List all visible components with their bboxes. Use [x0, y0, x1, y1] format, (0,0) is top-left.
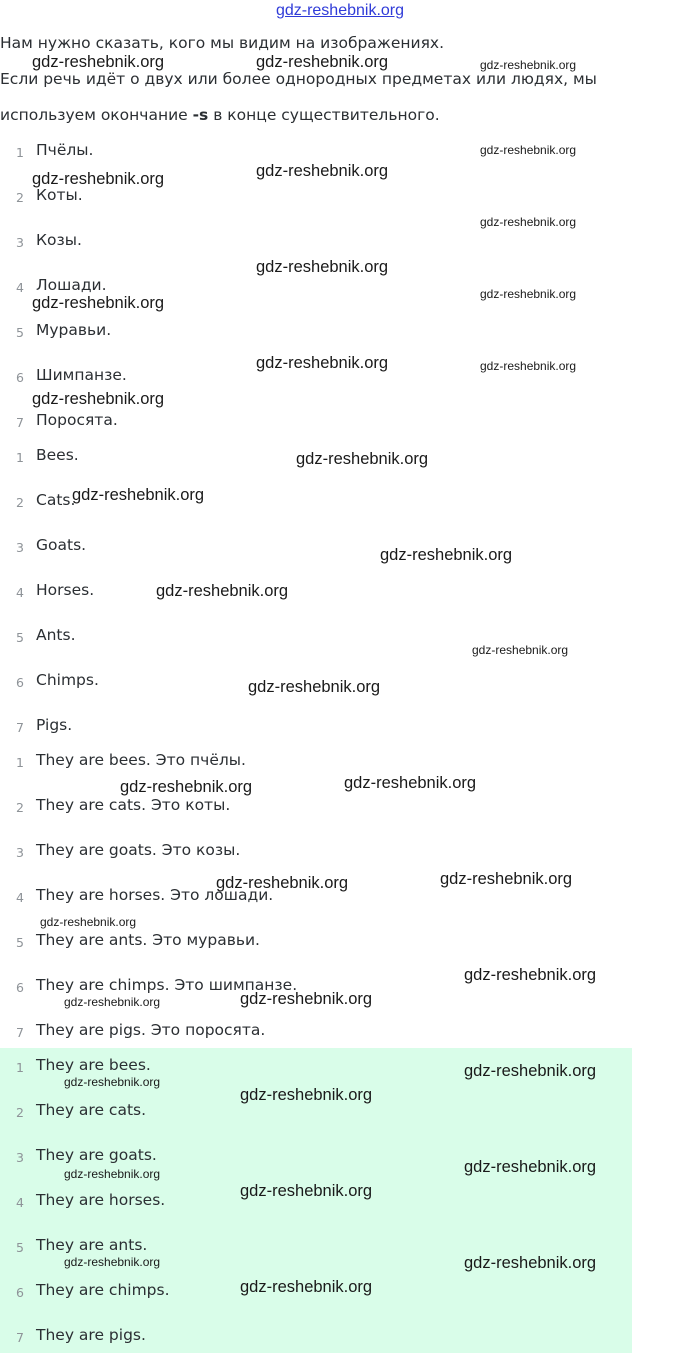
watermark: gdz-reshebnik.org — [156, 582, 289, 600]
watermark: gdz-reshebnik.org — [464, 1062, 597, 1080]
watermark: gdz-reshebnik.org — [480, 287, 577, 301]
item-text: Pigs. — [36, 716, 73, 734]
item-text: They are pigs. Это поросята. — [36, 1021, 266, 1039]
watermark: gdz-reshebnik.org — [256, 162, 389, 180]
item-number: 5 — [16, 325, 24, 340]
item-number: 6 — [16, 1285, 24, 1300]
intro-line-3-end: в конце существительного. — [208, 106, 440, 124]
item-text: Goats. — [36, 536, 87, 554]
sentences-translated-item — [0, 796, 640, 820]
sentences-translated-item — [0, 751, 640, 775]
watermark: gdz-reshebnik.org — [64, 995, 161, 1009]
item-number: 5 — [16, 630, 24, 645]
item-text: They are ants. — [36, 1236, 148, 1254]
intro-line-3 — [0, 106, 440, 124]
item-number: 3 — [16, 540, 24, 555]
watermark: gdz-reshebnik.org — [240, 1086, 373, 1104]
item-text: They are goats. — [36, 1146, 157, 1164]
item-text: They are ants. Это муравьи. — [36, 931, 260, 949]
item-number: 4 — [16, 1195, 24, 1210]
item-text: Horses. — [36, 581, 95, 599]
intro-line-2: Если речь идёт о двух или более однородных предметах или людях, мы — [0, 70, 597, 88]
answers-item — [0, 1326, 640, 1350]
item-number: 1 — [16, 755, 24, 770]
item-number: 6 — [16, 675, 24, 690]
item-number: 7 — [16, 1330, 24, 1345]
intro-line-1: Нам нужно сказать, кого мы видим на изображениях. — [0, 34, 444, 52]
watermark: gdz-reshebnik.org — [480, 215, 577, 229]
russian-item — [0, 321, 640, 345]
watermark: gdz-reshebnik.org — [472, 643, 569, 657]
item-number: 7 — [16, 415, 24, 430]
ending-s: -s — [192, 106, 209, 124]
item-number: 4 — [16, 280, 24, 295]
item-text: They are cats. — [36, 1101, 147, 1119]
item-text: Козы. — [36, 231, 82, 249]
item-number: 7 — [16, 720, 24, 735]
item-number: 1 — [16, 1060, 24, 1075]
item-number: 6 — [16, 980, 24, 995]
watermark: gdz-reshebnik.org — [256, 53, 389, 71]
english-words-item — [0, 581, 640, 605]
item-text: Муравьи. — [36, 321, 112, 339]
watermark: gdz-reshebnik.org — [240, 990, 373, 1008]
russian-item — [0, 411, 640, 435]
item-text: They are bees. Это пчёлы. — [36, 751, 246, 769]
item-number: 1 — [16, 145, 24, 160]
watermark: gdz-reshebnik.org — [256, 354, 389, 372]
watermark: gdz-reshebnik.org — [32, 170, 165, 188]
item-number: 2 — [16, 1105, 24, 1120]
item-text: Bees. — [36, 446, 79, 464]
watermark: gdz-reshebnik.org — [64, 1255, 161, 1269]
item-text: They are chimps. — [36, 1281, 170, 1299]
item-text: They are chimps. Это шимпанзе. — [36, 976, 298, 994]
item-text: Коты. — [36, 186, 83, 204]
russian-item — [0, 186, 640, 210]
item-text: They are pigs. — [36, 1326, 146, 1344]
item-number: 2 — [16, 495, 24, 510]
sentences-translated-item — [0, 931, 640, 955]
watermark: gdz-reshebnik.org — [480, 58, 577, 72]
item-number: 3 — [16, 845, 24, 860]
item-text: They are goats. Это козы. — [36, 841, 241, 859]
watermark: gdz-reshebnik.org — [40, 915, 137, 929]
russian-item — [0, 231, 640, 255]
item-number: 5 — [16, 935, 24, 950]
english-words-item — [0, 536, 640, 560]
watermark: gdz-reshebnik.org — [32, 390, 165, 408]
item-text: They are horses. Это лошади. — [36, 886, 274, 904]
watermark: gdz-reshebnik.org — [464, 1254, 597, 1272]
item-text: They are bees. — [36, 1056, 151, 1074]
watermark: gdz-reshebnik.org — [464, 1158, 597, 1176]
watermark: gdz-reshebnik.org — [248, 678, 381, 696]
item-number: 6 — [16, 370, 24, 385]
item-number: 7 — [16, 1025, 24, 1040]
site-link[interactable]: gdz-reshebnik.org — [275, 2, 405, 19]
watermark: gdz-reshebnik.org — [480, 143, 577, 157]
item-number: 3 — [16, 1150, 24, 1165]
item-text: Cats. — [36, 491, 76, 509]
watermark: gdz-reshebnik.org — [380, 546, 513, 564]
watermark: gdz-reshebnik.org — [64, 1075, 161, 1089]
item-text: Пчёлы. — [36, 141, 94, 159]
item-number: 5 — [16, 1240, 24, 1255]
item-number: 4 — [16, 890, 24, 905]
intro-line-3-start: используем окончание — [0, 106, 193, 124]
item-number: 1 — [16, 450, 24, 465]
watermark: gdz-reshebnik.org — [480, 359, 577, 373]
item-number: 2 — [16, 190, 24, 205]
watermark: gdz-reshebnik.org — [240, 1278, 373, 1296]
watermark: gdz-reshebnik.org — [256, 258, 389, 276]
item-text: Шимпанзе. — [36, 366, 127, 384]
watermark: gdz-reshebnik.org — [32, 53, 165, 71]
watermark: gdz-reshebnik.org — [296, 450, 429, 468]
item-number: 2 — [16, 800, 24, 815]
sentences-translated-item — [0, 1021, 640, 1045]
item-text: Поросята. — [36, 411, 118, 429]
item-text: They are horses. — [36, 1191, 166, 1209]
item-text: Chimps. — [36, 671, 99, 689]
sentences-translated-item — [0, 841, 640, 865]
watermark: gdz-reshebnik.org — [120, 778, 253, 796]
watermark: gdz-reshebnik.org — [216, 874, 349, 892]
item-text: Ants. — [36, 626, 76, 644]
item-text: They are cats. Это коты. — [36, 796, 231, 814]
item-text: Лошади. — [36, 276, 107, 294]
item-number: 4 — [16, 585, 24, 600]
watermark: gdz-reshebnik.org — [32, 294, 165, 312]
watermark: gdz-reshebnik.org — [344, 774, 477, 792]
item-number: 3 — [16, 235, 24, 250]
watermark: gdz-reshebnik.org — [240, 1182, 373, 1200]
watermark: gdz-reshebnik.org — [72, 486, 205, 504]
watermark: gdz-reshebnik.org — [64, 1167, 161, 1181]
watermark: gdz-reshebnik.org — [464, 966, 597, 984]
english-words-item — [0, 716, 640, 740]
watermark: gdz-reshebnik.org — [440, 870, 573, 888]
